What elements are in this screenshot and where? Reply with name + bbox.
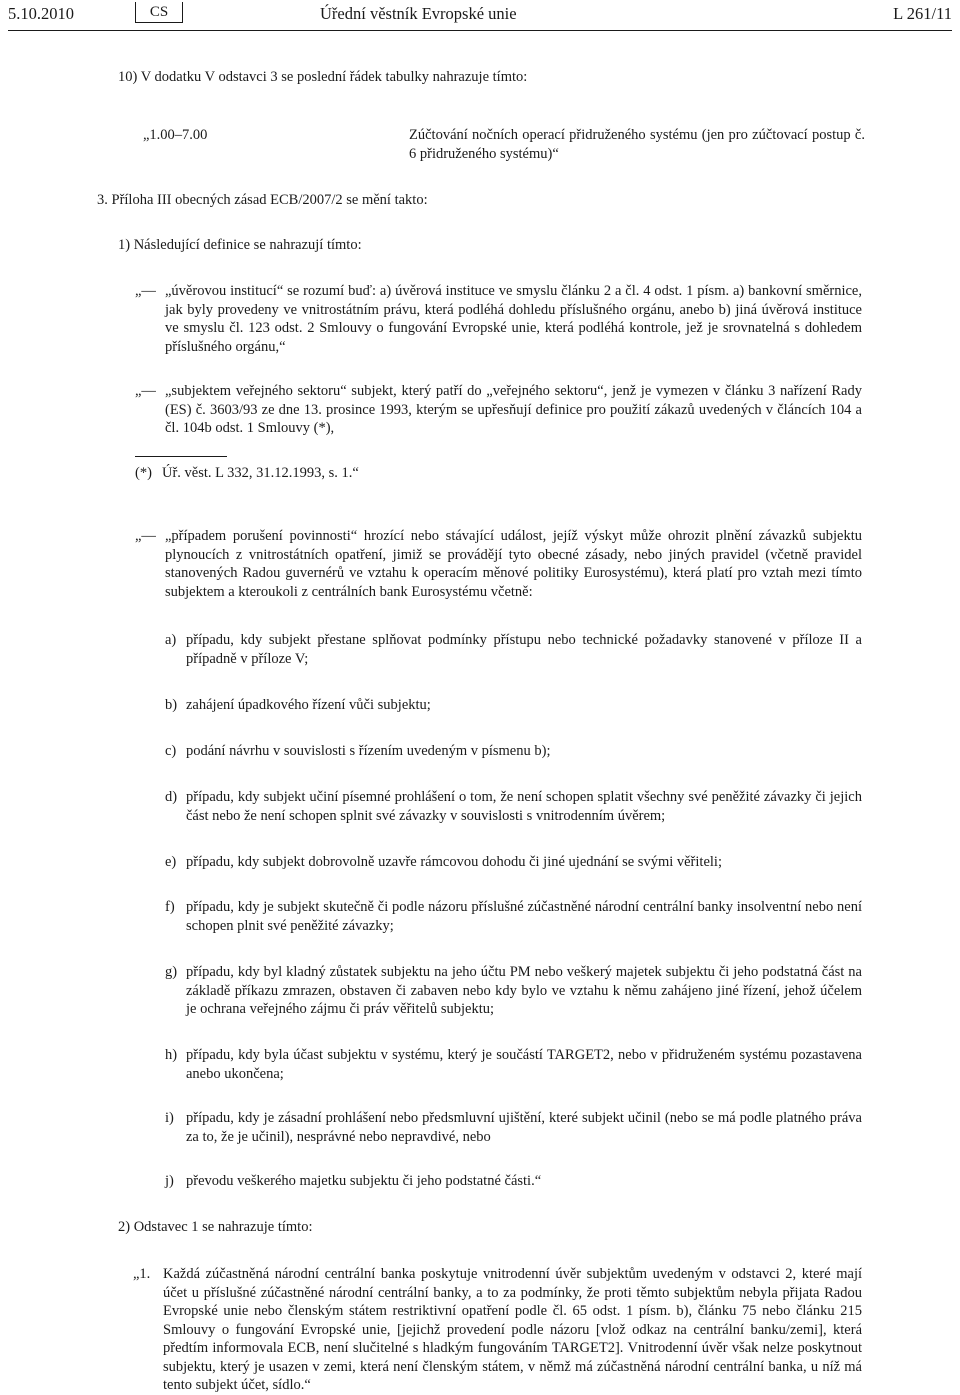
subitem-text: případu, kdy subjekt dobrovolně uzavře rámcovou dohodu či jiné ujednání se svými věřiteli;: [186, 854, 722, 870]
footnote-marker: (*): [135, 465, 152, 481]
definition-2-marker: „—: [135, 383, 156, 399]
footnote-divider: [135, 456, 227, 457]
subitem-text: případu, kdy je zásadní prohlášení nebo předsmluvní ujištění, které subjekt učinil (nebo se má podle platného práva za to, že je učinil), nesprávné nebo nepravdivé, nebo: [186, 1110, 862, 1145]
page-number: L 261/11: [893, 4, 952, 23]
subitem-text: případu, kdy byla účast subjektu v systému, který je součástí TARGET2, nebo v přidruženém systému pozastavena anebo ukončena;: [186, 1047, 862, 1082]
definition-1-marker: „—: [135, 283, 156, 299]
definition-event-of-default: „případem porušení povinnosti“ hrozící nebo stávající událost, jejíž výskyt může ohrozit plnění závazků subjektu plynoucích z vnitrostátních opatření, jimiž se provádějí tyto obecné zásady, nebo jiných pravidel (včetně pravidel stanovených Radou guvernérů ve vztahu k operacím měnové politiky Eurosystému), která platí pro vztah mezi tímto subjektem a kteroukoli z centrálních bank Eurosystému včetně:: [165, 528, 862, 600]
definition-3-marker: „—: [135, 528, 156, 544]
subitem-text: zahájení úpadkového řízení vůči subjektu;: [186, 697, 431, 713]
table-time-cell: „1.00–7.00: [143, 127, 208, 143]
header-divider: [8, 30, 952, 31]
subitem-label: f): [165, 899, 175, 915]
subitem-text: převodu veškerého majetku subjektu či jeho podstatné části.“: [186, 1173, 542, 1189]
subitem-label: e): [165, 854, 177, 870]
subitem-label: a): [165, 632, 177, 648]
subitem-text: případu, kdy je subjekt skutečně či podle názoru příslušné zúčastněné národní centrální banky insolventní nebo není schopen plnit své peněžité závazky;: [186, 899, 862, 934]
subitem-text: případu, kdy byl kladný zůstatek subjektu na jeho účtu PM nebo veškerý majetek subjektu či jeho podstatná část na základě příkazu zmrazen, obstaven či zabaven nebo kdy bylo ve vztahu k němu zahájeno jiné řízení, jehož účelem je ochrana veřejného zájmu či práv věřitelů subjektu;: [186, 964, 862, 1017]
paragraph-1-marker: „1.: [133, 1266, 151, 1282]
subitem-label: g): [165, 964, 178, 980]
paragraph-1-text: Každá zúčastněná národní centrální banka poskytuje vnitrodenní úvěr subjektům uvedeným v odstavci 2, které mají účet u příslušné zúčastněné národní centrální banky, a to za podmínky, že proti těmto subjektům nebyla přijata Radou Evropské unie nebo členským státem restriktivní opatření podle čl. 65 odst. 1 písm. b), článku 75 nebo článku 215 Smlouvy o fungování Evropské unie, [jejichž provedení podle názoru [vlož odkaz na centrální banku/zemi], která předtím informovala ECB, není slučitelné s hladkým fungováním TARGET2]. Vnitrodenní úvěr však nelze poskytnout subjektu, který je usazen v zemi, která není členským státem, v němž má zúčastněná národní centrální banka, u níž má tento subjekt účet, sídlo.“: [163, 1266, 862, 1393]
subitem-text: případu, kdy subjekt přestane splňovat podmínky přístupu nebo technické požadavky stanovené v příloze II a případně v příloze V;: [186, 632, 862, 667]
subitem-label: h): [165, 1047, 178, 1063]
footnote-text: Úř. věst. L 332, 31.12.1993, s. 1.“: [162, 465, 359, 481]
point-1: 1) Následující definice se nahrazují tímto:: [118, 237, 362, 253]
journal-title: Úřední věstník Evropské unie: [320, 4, 517, 23]
subitem-text: podání návrhu v souvislosti s řízením uvedeným v písmenu b);: [186, 743, 551, 759]
subitem-label: c): [165, 743, 177, 759]
point-2: 2) Odstavec 1 se nahrazuje tímto:: [118, 1219, 313, 1235]
definition-public-sector-entity: „subjektem veřejného sektoru“ subjekt, který patří do „veřejného sektoru“, jenž je vymezen v článku 3 nařízení Rady (ES) č. 3603/93 ze dne 13. prosince 1993, kterým se upřesňují definice pro použití zákazů uvedených v článcích 104 a čl. 104b odst. 1 Smlouvy (*),: [165, 383, 862, 436]
subitem-label: b): [165, 697, 178, 713]
table-description-cell: Zúčtování nočních operací přidruženého systému (jen pro zúčtovací postup č. 6 přidruženého systému)“: [409, 127, 865, 162]
subitem-label: i): [165, 1110, 174, 1126]
header-date: 5.10.2010: [8, 4, 74, 23]
amendment-item-10: 10) V dodatku V odstavci 3 se poslední řádek tabulky nahrazuje tímto:: [118, 69, 528, 85]
subitem-label: j): [165, 1173, 174, 1189]
section-3-heading: 3. Příloha III obecných zásad ECB/2007/2 se mění takto:: [97, 192, 428, 208]
subitem-label: d): [165, 789, 178, 805]
definition-credit-institution: „úvěrovou institucí“ se rozumí buď: a) úvěrová instituce ve smyslu článku 2 a čl. 4 odst. 1 písm. a) bankovní směrnice, jak byly provedeny ve vnitrostátním právu, která podléhá dohledu příslušného orgánu, anebo b) jiná úvěrová instituce ve smyslu čl. 123 odst. 2 Smlouvy o fungování Evropské unie, která podléhá kontrole, jež je srovnatelná s dohledem příslušného orgánu,“: [165, 283, 862, 355]
language-badge: CS: [135, 2, 183, 23]
subitem-text: případu, kdy subjekt učiní písemné prohlášení o tom, že není schopen splatit všechny své peněžité závazky či jejich část nebo že není schopen splnit své závazky v souvislosti s vnitrodenním úvěrem;: [186, 789, 862, 824]
